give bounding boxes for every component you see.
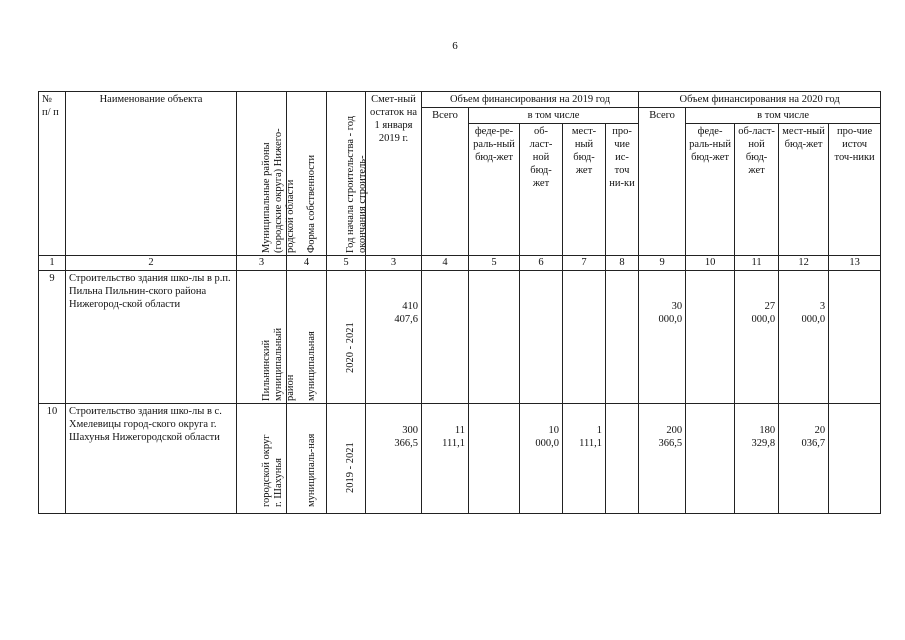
header-district (237, 92, 296, 256)
y2020-federal-cell (686, 404, 735, 514)
y2020-regional-b: 000,0 (751, 314, 776, 325)
y2019-local-b: 111,1 (579, 438, 602, 449)
y2019-local-cell (563, 404, 606, 514)
header-years (327, 92, 366, 256)
years-cell (327, 271, 366, 404)
y2020-total-b: 366,5 (658, 438, 683, 449)
column-number: 12 (779, 256, 829, 271)
balance-value-b: 366,5 (394, 438, 418, 449)
column-number: 4 (422, 256, 469, 271)
y2019-other-cell (606, 271, 639, 404)
page-number: 6 (452, 40, 458, 52)
y2019-total-cell (422, 404, 469, 514)
y2019-regional-cell (520, 404, 563, 514)
y2019-local-a: 1 (596, 425, 602, 436)
column-number: 9 (639, 256, 686, 271)
y2019-local-cell (563, 271, 606, 404)
header-2020-federal: феде-раль-ный бюд-жет (686, 124, 735, 256)
y2020-local-a: 3 (819, 301, 826, 312)
header-form-text: Форма собственности (305, 154, 317, 253)
header-fin-2020: Объем финансирования на 2020 год (639, 92, 881, 108)
header-2019-including: в том числе (469, 108, 639, 124)
y2019-total-b: 111,1 (442, 438, 465, 449)
header-fin-2019: Объем финансирования на 2019 год (422, 92, 639, 108)
column-number: 1 (39, 256, 66, 271)
y2020-federal-cell (686, 271, 735, 404)
column-number: 2 (66, 256, 237, 271)
y2020-other-cell (829, 404, 881, 514)
financing-table (38, 91, 881, 514)
header-num: № п/ п (39, 92, 66, 256)
y2020-regional-cell (735, 271, 779, 404)
header-2019-total: Всего (422, 108, 469, 256)
y2020-local-cell (779, 404, 829, 514)
y2020-regional-a: 180 (759, 425, 776, 436)
column-number: 5 (327, 256, 366, 271)
y2020-local-b: 036,7 (801, 438, 826, 449)
header-2020-local: мест-ный бюд-жет (779, 124, 829, 256)
y2020-total-b: 000,0 (658, 314, 683, 325)
row-num: 10 (39, 404, 66, 514)
row-num: 9 (39, 271, 66, 404)
y2019-other-cell (606, 404, 639, 514)
y2019-total-a: 11 (454, 425, 465, 436)
y2019-regional-b: 000,0 (535, 438, 559, 449)
y2019-regional-cell (520, 271, 563, 404)
y2019-total-cell (422, 271, 469, 404)
header-2020-total: Всего (639, 108, 686, 256)
column-number: 5 (469, 256, 520, 271)
y2020-regional-a: 27 (764, 301, 776, 312)
district-cell (237, 404, 287, 514)
header-2019-local: мест-ный бюд-жет (563, 124, 606, 256)
column-number: 10 (686, 256, 735, 271)
column-number: 4 (287, 256, 327, 271)
column-number: 7 (563, 256, 606, 271)
y2020-other-cell (829, 271, 881, 404)
years-cell (327, 404, 366, 514)
column-number: 3 (237, 256, 287, 271)
column-number-row (39, 256, 881, 271)
y2019-federal-cell (469, 404, 520, 514)
balance-value-a: 410 (402, 301, 418, 312)
header-2019-regional: об-ласт-ной бюд-жет (520, 124, 563, 256)
district-text: Пильнинский муниципальный район (260, 327, 296, 401)
form-cell (287, 404, 327, 514)
table-row (39, 404, 881, 514)
y2020-total-a: 30 (671, 301, 683, 312)
header-2019-federal: феде-ре-раль-ный бюд-жет (469, 124, 520, 256)
header-row-1 (39, 92, 881, 108)
y2020-total-a: 200 (666, 425, 683, 436)
form-cell (287, 271, 327, 404)
balance-value-a: 300 (402, 425, 418, 436)
balance-cell (366, 404, 422, 514)
header-form (287, 92, 327, 256)
balance-value-b: 407,6 (394, 314, 418, 325)
y2020-local-a: 20 (814, 425, 826, 436)
object-name: Строительство здания шко-лы в с. Хмелевицы город-ского округа г. Шахунья Нижегородской области (66, 404, 237, 514)
years-text: 2019 - 2021 (345, 442, 356, 493)
header-years-text: Год начала строительства - год окончания строитель- (345, 115, 368, 253)
header-district-text: Муниципальные районы (городские округа) Нижего-родской области (260, 128, 296, 253)
header-name: Наименование объекта (66, 92, 237, 256)
column-number: 6 (520, 256, 563, 271)
y2020-total-cell (639, 271, 686, 404)
header-balance: Смет-ный остаток на 1 января 2019 г. (366, 92, 422, 256)
y2019-federal-cell (469, 271, 520, 404)
y2020-regional-b: 329,8 (751, 438, 776, 449)
header-2020-other: про-чие источ точ-ники (829, 124, 881, 256)
column-number: 3 (366, 256, 422, 271)
header-2019-other: про-чие ис-точ ни-ки (606, 124, 639, 256)
form-text: муниципальная (305, 331, 317, 401)
years-text: 2020 - 2021 (345, 322, 356, 373)
header-2020-regional: об-ласт-ной бюд-жет (735, 124, 779, 256)
y2020-local-b: 000,0 (801, 314, 826, 325)
y2020-regional-cell (735, 404, 779, 514)
column-number: 13 (829, 256, 881, 271)
column-number: 11 (735, 256, 779, 271)
y2020-local-cell (779, 271, 829, 404)
y2020-total-cell (639, 404, 686, 514)
object-name: Строительство здания шко-лы в р.п. Пильна Пильнин-ского района Нижегород-ской области (66, 271, 237, 404)
balance-cell (366, 271, 422, 404)
header-2020-including: в том числе (686, 108, 881, 124)
district-text: городской округ г. Шахунья (260, 434, 284, 507)
y2019-regional-a: 10 (548, 425, 559, 436)
column-number: 8 (606, 256, 639, 271)
district-cell (237, 271, 296, 404)
form-text: муниципаль-ная (305, 433, 317, 507)
table-row (39, 271, 881, 404)
